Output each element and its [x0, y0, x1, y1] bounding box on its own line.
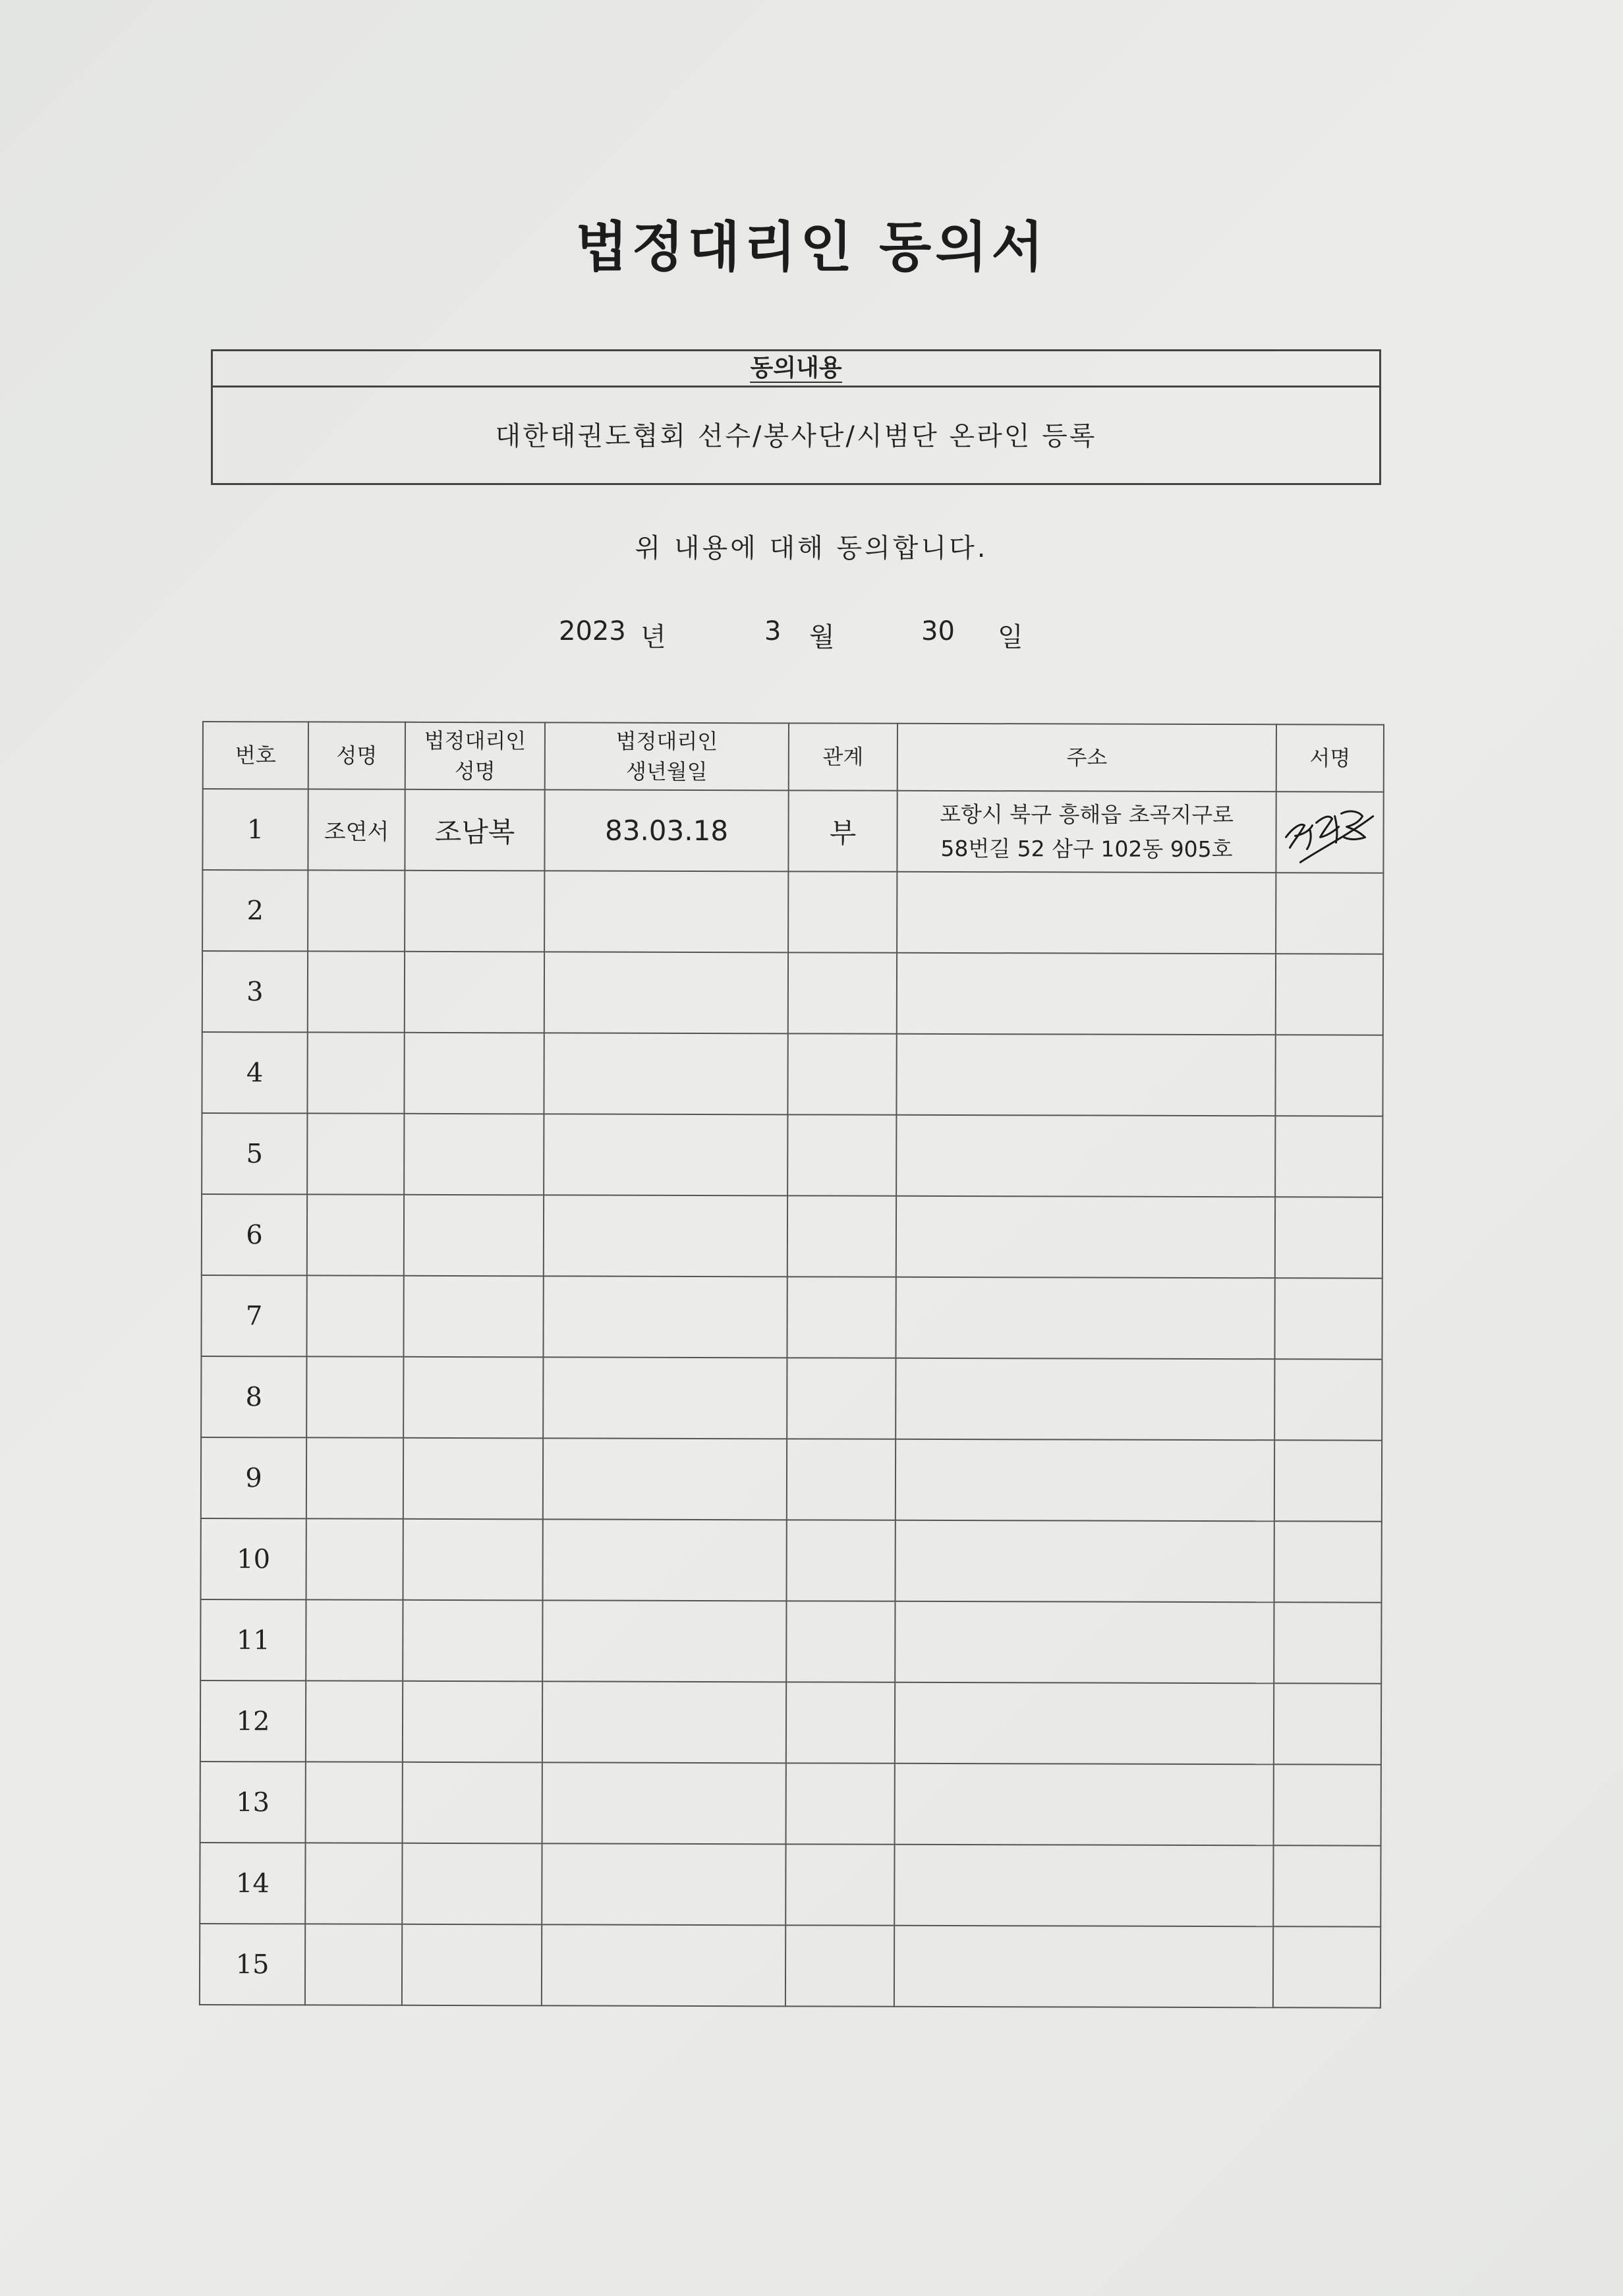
table-row	[200, 1762, 1381, 1846]
cell-guardian-name: 조남복	[405, 789, 544, 871]
cell-guardian-name	[402, 1843, 542, 1925]
cell-name	[305, 1843, 402, 1924]
cell-signature	[1274, 1764, 1381, 1845]
cell-guardian-birth	[544, 1033, 787, 1114]
guardian-table	[199, 721, 1384, 2009]
cell-relation: 부	[788, 790, 897, 871]
cell-name	[307, 1032, 404, 1113]
consent-box	[211, 349, 1381, 485]
header-address: 주소	[897, 724, 1276, 792]
cell-address	[897, 953, 1276, 1035]
cell-relation	[787, 1195, 896, 1277]
cell-name	[307, 1194, 404, 1275]
cell-address	[895, 1601, 1274, 1684]
cell-signature	[1274, 1521, 1382, 1602]
date-month-unit: 월	[809, 622, 835, 652]
cell-signature	[1273, 1926, 1381, 2007]
table-row	[200, 1924, 1381, 2008]
header-signature: 서명	[1276, 724, 1384, 791]
consent-content: 대한태권도협회 선수/봉사단/시범단 온라인 등록	[495, 421, 1097, 451]
cell-guardian-birth	[544, 1114, 787, 1195]
table-row	[200, 1680, 1381, 1765]
table-row	[202, 1032, 1382, 1116]
cell-relation	[785, 1925, 894, 2006]
cell-signature	[1275, 1197, 1382, 1278]
cell-signature	[1274, 1602, 1381, 1683]
cell-address	[894, 1926, 1273, 2008]
cell-signature	[1276, 791, 1383, 873]
cell-signature	[1276, 873, 1383, 954]
cell-no: 7	[201, 1275, 306, 1356]
cell-no: 8	[201, 1356, 306, 1437]
cell-relation	[786, 1682, 895, 1763]
cell-relation	[787, 1439, 896, 1520]
cell-signature	[1276, 954, 1383, 1035]
cell-guardian-name	[403, 1762, 542, 1844]
cell-guardian-name	[403, 1357, 543, 1439]
cell-relation	[787, 1277, 896, 1358]
cell-guardian-birth	[543, 1438, 787, 1520]
cell-guardian-name	[402, 1924, 542, 2006]
cell-guardian-name	[404, 1195, 544, 1277]
date-year-unit: 년	[641, 622, 666, 652]
cell-guardian-birth	[542, 1681, 786, 1763]
table-row	[201, 1275, 1382, 1360]
table-row	[201, 1356, 1382, 1441]
cell-name	[308, 951, 405, 1032]
cell-guardian-birth	[544, 952, 788, 1033]
cell-address	[897, 872, 1276, 954]
cell-guardian-birth	[542, 1600, 786, 1682]
header-guardian-name-line2: 성명	[454, 759, 496, 784]
table-row	[202, 1113, 1382, 1197]
agree-statement: 위 내용에 대해 동의합니다.	[635, 533, 988, 563]
cell-no: 15	[200, 1924, 305, 2005]
cell-name: 조연서	[308, 789, 405, 870]
cell-guardian-name	[405, 952, 544, 1033]
cell-name	[306, 1762, 403, 1843]
cell-address	[896, 1115, 1275, 1197]
cell-guardian-name	[403, 1519, 543, 1601]
cell-address	[896, 1196, 1275, 1278]
cell-signature	[1274, 1278, 1382, 1359]
table-header-row	[203, 722, 1384, 792]
cell-relation	[787, 1358, 896, 1439]
cell-name	[305, 1924, 402, 2005]
header-no: 번호	[203, 722, 308, 789]
cell-name	[306, 1599, 403, 1680]
cell-guardian-name	[403, 1600, 542, 1682]
table-row	[202, 1194, 1382, 1278]
cell-name	[306, 1356, 403, 1437]
cell-address	[895, 1764, 1274, 1846]
date-day: 30	[921, 616, 955, 646]
header-guardian-name-line1: 법정대리인	[424, 728, 527, 754]
header-guardian-name	[405, 722, 545, 790]
cell-no: 1	[202, 789, 308, 870]
date-year: 2023	[559, 616, 626, 646]
cell-guardian-name	[403, 1681, 542, 1763]
cell-guardian-birth	[542, 1762, 786, 1844]
table-row	[201, 1518, 1382, 1603]
consent-header	[213, 351, 1379, 387]
cell-guardian-birth	[544, 871, 788, 952]
cell-signature	[1273, 1845, 1381, 1926]
cell-no: 9	[201, 1437, 306, 1518]
cell-no: 3	[202, 951, 308, 1032]
cell-guardian-name	[404, 1114, 544, 1195]
cell-address-line2: 58번길 52 삼구 102동 905호	[940, 835, 1233, 862]
table-row	[202, 870, 1383, 954]
cell-signature	[1274, 1440, 1382, 1521]
cell-guardian-birth	[542, 1843, 785, 1925]
table-row	[201, 1437, 1382, 1522]
table-row	[202, 951, 1383, 1035]
cell-name	[306, 1275, 403, 1356]
cell-guardian-birth	[544, 1195, 787, 1277]
cell-no: 11	[200, 1599, 306, 1680]
consent-header-label: 동의내용	[750, 355, 842, 382]
cell-address	[896, 1277, 1274, 1360]
cell-relation	[786, 1601, 895, 1682]
document-title: 법정대리인 동의서	[575, 216, 1048, 279]
cell-guardian-birth	[543, 1357, 787, 1439]
cell-relation	[788, 871, 897, 952]
cell-guardian-birth	[542, 1924, 785, 2006]
cell-address	[896, 1034, 1275, 1116]
cell-name	[308, 870, 405, 951]
header-guardian-birth	[545, 722, 789, 790]
cell-no: 12	[200, 1680, 306, 1762]
cell-relation	[787, 1033, 896, 1114]
cell-signature	[1275, 1035, 1382, 1116]
cell-address	[896, 1520, 1274, 1603]
cell-relation	[787, 1114, 896, 1195]
date-month: 3	[764, 616, 782, 646]
cell-relation	[788, 952, 897, 1033]
cell-name	[306, 1680, 403, 1762]
cell-address	[897, 791, 1276, 873]
cell-guardian-birth: 83.03.18	[544, 789, 788, 871]
cell-no: 13	[200, 1762, 306, 1843]
cell-guardian-birth	[543, 1519, 787, 1601]
date-day-unit: 일	[998, 622, 1023, 652]
cell-no: 10	[201, 1518, 306, 1599]
header-guardian-birth-line1: 법정대리인	[615, 728, 718, 755]
cell-no: 14	[200, 1843, 305, 1924]
cell-relation	[787, 1520, 896, 1601]
cell-signature	[1274, 1359, 1382, 1440]
cell-address	[895, 1682, 1274, 1765]
cell-guardian-name	[405, 871, 544, 952]
cell-guardian-name	[403, 1438, 543, 1520]
cell-name	[306, 1437, 403, 1518]
cell-guardian-name	[403, 1276, 543, 1358]
cell-relation	[786, 1763, 895, 1844]
header-relation: 관계	[789, 723, 897, 790]
cell-no: 6	[202, 1194, 307, 1275]
cell-relation	[785, 1844, 894, 1925]
cell-address	[896, 1358, 1274, 1441]
cell-no: 4	[202, 1032, 307, 1113]
cell-address	[894, 1845, 1273, 1927]
cell-name	[307, 1113, 404, 1194]
table-row	[200, 1843, 1381, 1927]
cell-address	[896, 1439, 1274, 1522]
cell-signature	[1275, 1116, 1382, 1197]
table-row	[202, 789, 1383, 873]
date-line	[0, 616, 1623, 656]
cell-address-line1: 포항시 북구 흥해읍 초곡지구로	[940, 801, 1234, 828]
cell-guardian-birth	[543, 1276, 787, 1358]
cell-signature	[1274, 1683, 1381, 1764]
cell-name	[306, 1518, 403, 1599]
handwritten-signature	[1280, 796, 1379, 869]
cell-no: 2	[202, 870, 308, 951]
table-row	[200, 1599, 1381, 1684]
cell-guardian-name	[404, 1033, 544, 1114]
header-guardian-birth-line2: 생년월일	[625, 759, 708, 785]
cell-no: 5	[202, 1113, 307, 1194]
header-name: 성명	[308, 722, 405, 789]
